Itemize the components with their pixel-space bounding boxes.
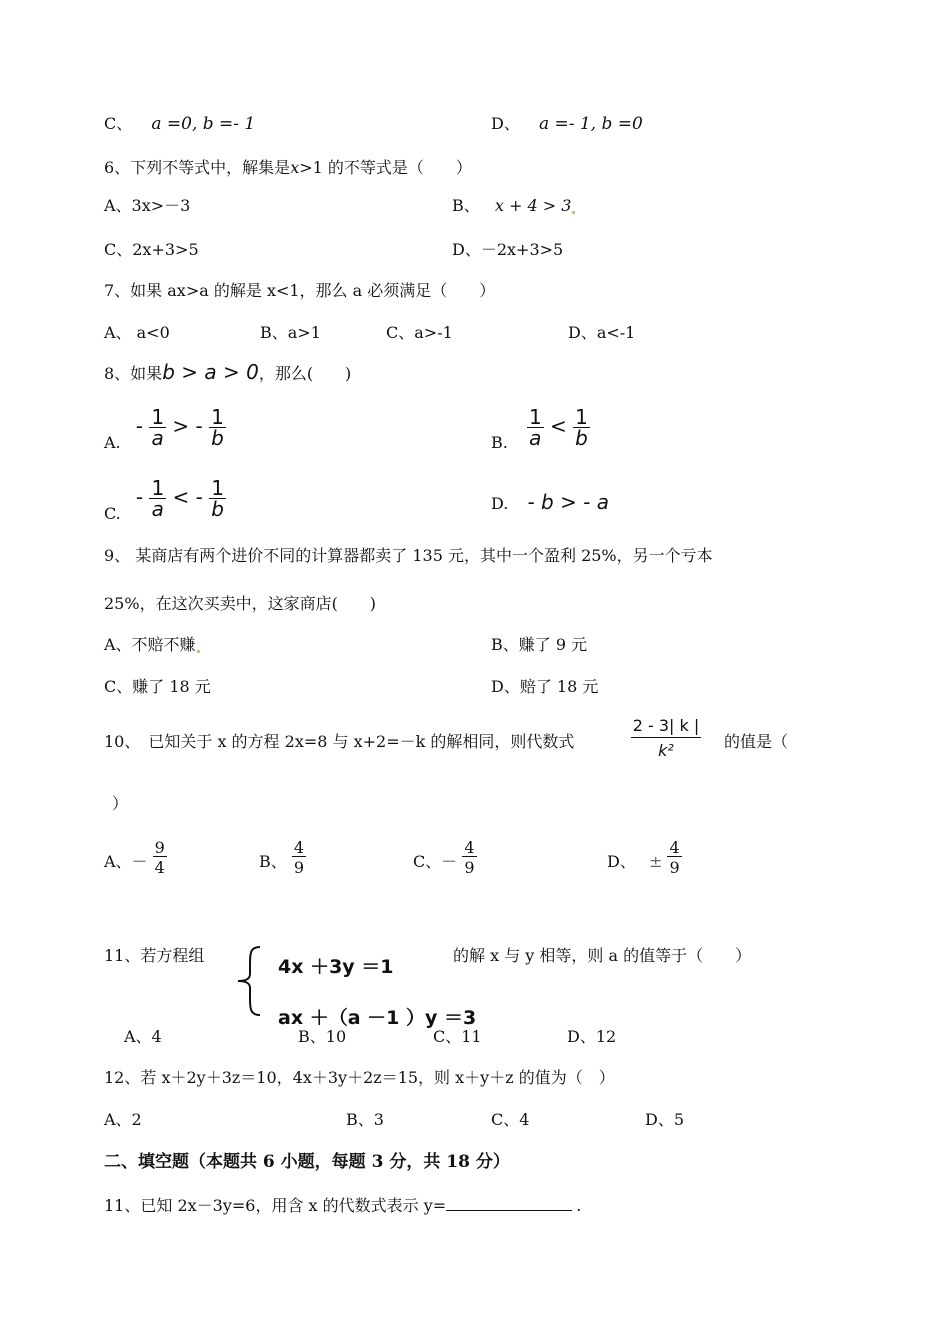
q12-option-c: C、4	[491, 1110, 530, 1129]
q6-option-b-math: x + 4 > 3	[494, 196, 572, 215]
q9-option-b: B、赚了 9 元	[491, 635, 588, 654]
q8-option-c	[104, 476, 226, 523]
section-heading: 二、填空题（本题共 6 小题，每题 3 分，共 18 分）	[104, 1152, 510, 1172]
q10-option-d-label: D、	[607, 851, 636, 871]
q8-option-b	[491, 405, 590, 452]
mark-dot	[572, 211, 575, 214]
q12-option-d: D、5	[645, 1110, 685, 1129]
q10-option-d	[607, 840, 682, 876]
q7-option-b: B、a>1	[260, 323, 321, 342]
frac-num: 4	[464, 838, 475, 857]
q9-option-a	[104, 637, 200, 653]
frac-den: a	[527, 427, 544, 448]
fraction-neg-1-over-a	[149, 478, 166, 519]
fraction-neg-1-over-b	[209, 407, 226, 448]
q11-option-d: D、12	[567, 1027, 617, 1046]
minus-sign: -	[135, 414, 143, 438]
plus-minus-sign: ±	[648, 851, 663, 871]
q6-option-b-label: B、	[452, 196, 480, 215]
fraction-1-over-a	[527, 407, 544, 448]
q5-option-d	[491, 116, 643, 133]
q10-option-b-fraction	[292, 840, 306, 876]
q8-stem-text: 8、如果	[104, 364, 163, 383]
q8-stem-tail: ，那么( )	[258, 364, 352, 383]
q9-option-c: C、赚了 18 元	[104, 677, 211, 696]
q6-option-b	[452, 198, 575, 214]
q12-option-a: A、2	[104, 1110, 142, 1129]
q5-option-c-label: C、	[104, 114, 133, 133]
minus-sign: -	[195, 485, 203, 509]
q5-option-d-math: a =- 1, b =0	[538, 114, 643, 134]
minus-sign: -	[135, 485, 144, 509]
q9-option-a-text: A、不赔不赚	[104, 635, 196, 654]
q10-option-a-fraction	[153, 840, 167, 876]
q11-equation-1: 4x ＋3y ＝1	[278, 956, 394, 978]
q10-stem-tail: 的值是（	[724, 732, 789, 751]
fill-q11-text: 11、已知 2x－3y=6，用含 x 的代数式表示 y=	[104, 1196, 447, 1215]
frac-den: a	[149, 498, 166, 519]
frac-den: b	[209, 498, 226, 519]
q7-option-a: A、 a<0	[104, 323, 170, 342]
fraction-neg-1-over-b	[209, 478, 226, 519]
minus-sign: -	[195, 414, 203, 438]
frac-den: 9	[464, 858, 475, 877]
fraction-1-over-b	[573, 407, 590, 448]
q6-option-c: C、2x+3>5	[104, 240, 199, 259]
frac-num: 4	[293, 838, 305, 857]
q6-stem	[104, 160, 472, 176]
q7-stem: 7、如果 ax>a 的解是 x<1，那么 a 必须满足（ ）	[104, 281, 496, 300]
q8-option-d	[491, 492, 609, 512]
q6-stem-text: 6、下列不等式中，解集是	[104, 158, 291, 177]
q9-stem-line2: 25%，在这次买卖中，这家商店( )	[104, 594, 377, 613]
frac-den: 4	[154, 858, 165, 877]
q10-option-a-label: A、－	[104, 851, 148, 871]
q10-option-a	[104, 840, 167, 876]
q7-option-c: C、a>-1	[386, 323, 453, 342]
frac-den: 9	[293, 858, 305, 877]
fill-q11	[104, 1196, 581, 1214]
q5-option-c	[104, 116, 255, 133]
brace-icon	[232, 944, 266, 1018]
frac-den: a	[149, 427, 166, 448]
q10-frac-num: 2 - 3| k |	[632, 716, 700, 735]
frac-num: 1	[151, 405, 165, 429]
mark-dot	[197, 650, 200, 653]
q6-option-a: A、3x>－3	[104, 196, 191, 215]
q10-option-c	[413, 840, 477, 876]
q5-option-c-math: a =0, b =- 1	[151, 114, 256, 134]
q10-expression-fraction	[631, 718, 701, 759]
q8-option-b-label: B.	[491, 433, 508, 452]
frac-num: 1	[575, 405, 588, 429]
q10-option-b	[259, 840, 306, 876]
q10-frac-den: k²	[631, 737, 701, 759]
q8-option-d-math: - b > - a	[527, 490, 610, 514]
q6-stem-var: x	[290, 158, 300, 177]
q10-option-c-label: C、－	[413, 851, 458, 871]
q9-option-d: D、赔了 18 元	[491, 677, 599, 696]
q7-option-d: D、a<-1	[568, 323, 636, 342]
q6-stem-tail: >1 的不等式是（ ）	[299, 158, 472, 177]
frac-num: 4	[669, 838, 680, 857]
q10-option-b-label: B、	[259, 851, 287, 871]
q5-option-d-label: D、	[491, 114, 520, 133]
frac-den: b	[209, 427, 226, 448]
q10-option-d-fraction	[667, 840, 681, 876]
q8-option-a-label: A.	[104, 433, 121, 452]
q11-option-c: C、11	[433, 1027, 482, 1046]
fraction-neg-1-over-a	[149, 407, 166, 448]
answer-blank[interactable]	[446, 1196, 572, 1211]
q8-stem-math: b > a > 0	[162, 360, 259, 384]
frac-den: b	[573, 427, 590, 448]
q8-option-a	[104, 405, 226, 452]
frac-num: 1	[211, 476, 224, 500]
q6-option-d: D、－2x+3>5	[452, 240, 564, 259]
q12-option-b: B、3	[346, 1110, 384, 1129]
lt-sign: <	[550, 414, 567, 438]
q8-option-c-label: C.	[104, 504, 121, 523]
frac-num: 1	[151, 476, 165, 500]
q10-stem: 10、 已知关于 x 的方程 2x=8 与 x+2=－k 的解相同，则代数式	[104, 732, 575, 751]
lt-sign: <	[172, 485, 190, 509]
q11-stem: 11、若方程组	[104, 946, 205, 965]
gt-sign: >	[172, 414, 190, 438]
frac-num: 1	[211, 405, 224, 429]
q8-option-d-label: D.	[491, 494, 509, 513]
q9-stem-line1: 9、 某商店有两个进价不同的计算器都卖了 135 元，其中一个盈利 25%，另一个亏本	[104, 546, 713, 565]
q11-option-a: A、4	[124, 1027, 162, 1046]
q8-stem	[104, 362, 351, 382]
frac-den: 9	[669, 858, 680, 877]
q11-equation-2: ax ＋（a －1 ）y ＝3	[278, 1007, 477, 1029]
q11-stem-tail: 的解 x 与 y 相等，则 a 的值等于（ ）	[453, 946, 752, 965]
q10-option-c-fraction	[462, 840, 476, 876]
q12-stem: 12、若 x＋2y＋3z＝10，4x＋3y＋2z＝15，则 x＋y＋z 的值为（ ）	[104, 1068, 615, 1087]
frac-num: 1	[528, 405, 542, 429]
q11-option-b: B、10	[298, 1027, 347, 1046]
fill-q11-end: .	[576, 1196, 582, 1215]
q10-stem-close: ）	[112, 794, 129, 813]
frac-num: 9	[154, 838, 165, 857]
